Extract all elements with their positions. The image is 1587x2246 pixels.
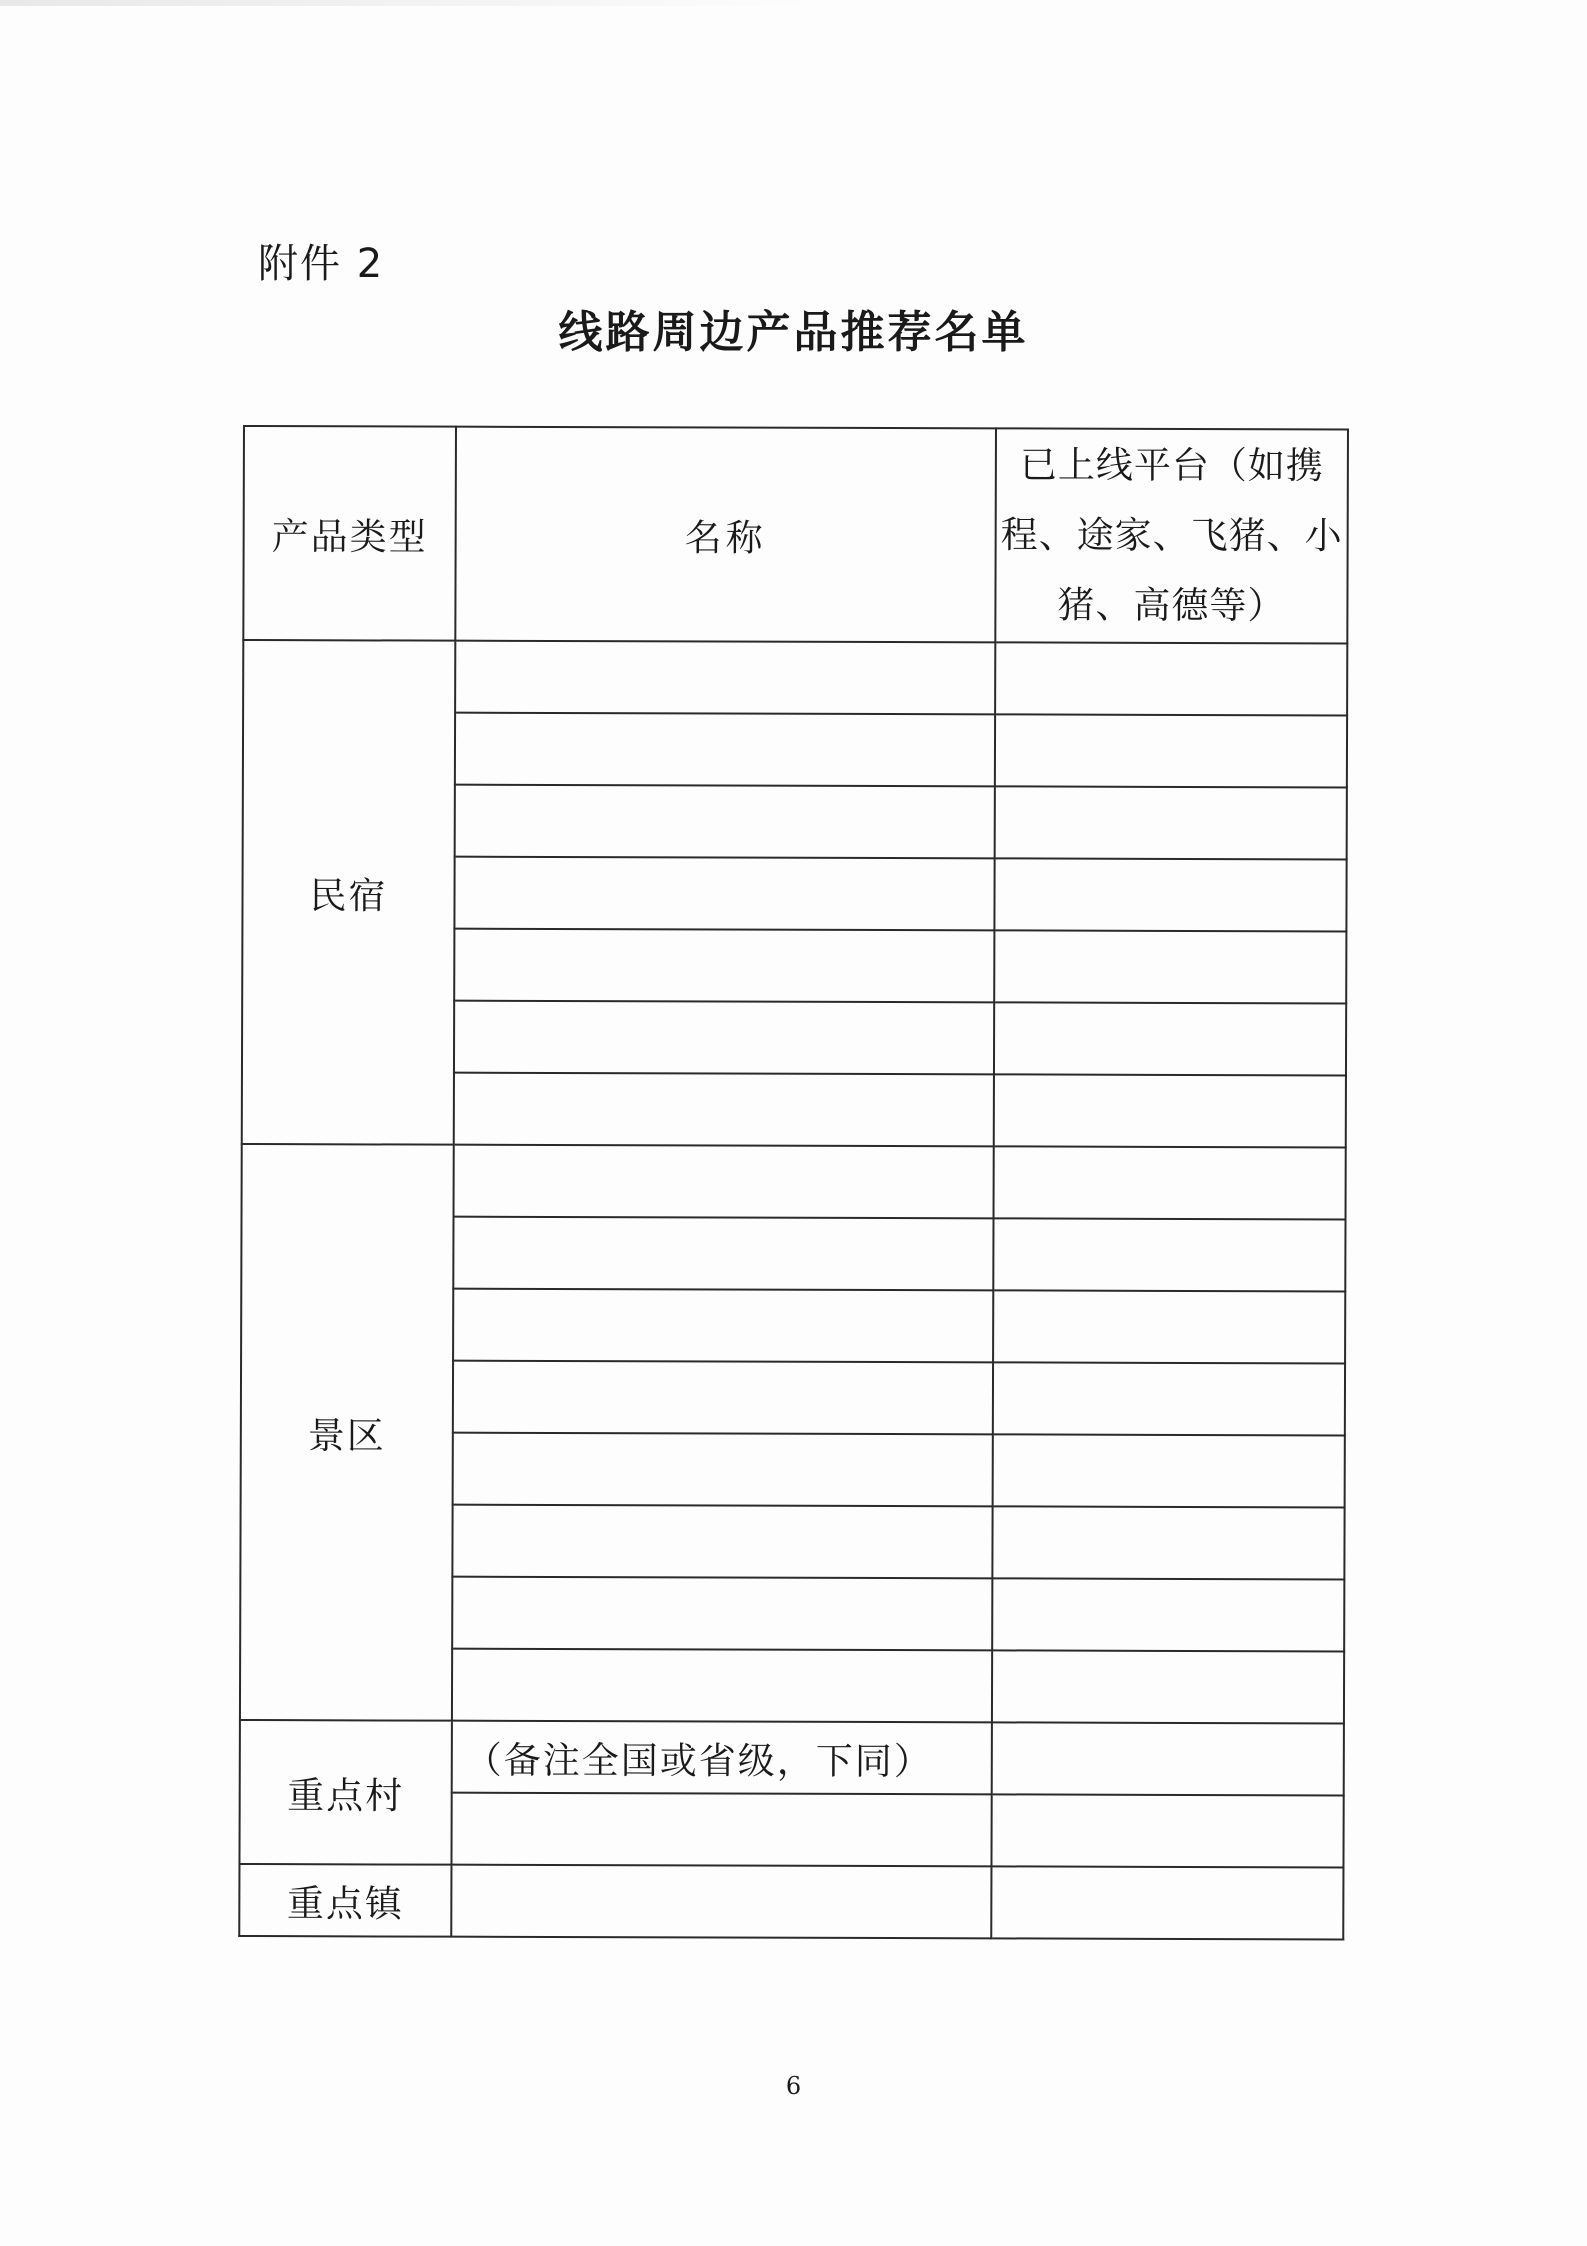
name-cell[interactable]	[452, 1577, 992, 1651]
platform-cell[interactable]	[993, 1218, 1345, 1291]
platform-cell[interactable]	[994, 1146, 1346, 1219]
platform-cell[interactable]	[995, 642, 1347, 715]
name-cell-note[interactable]: （备注全国或省级，下同）	[452, 1721, 992, 1795]
name-cell[interactable]	[455, 641, 995, 715]
name-cell[interactable]	[454, 929, 994, 1003]
name-cell[interactable]	[452, 1505, 992, 1579]
platform-cell[interactable]	[991, 1794, 1343, 1867]
platform-cell[interactable]	[993, 1290, 1345, 1363]
group-label-homestay: 民宿	[242, 640, 456, 1145]
table-header-row	[243, 426, 1348, 643]
name-cell[interactable]	[451, 1793, 991, 1867]
name-cell[interactable]	[455, 713, 995, 787]
table-row	[242, 1144, 1346, 1219]
platform-cell[interactable]	[992, 1722, 1344, 1795]
table-row	[240, 1720, 1344, 1795]
document-title: 线路周边产品推荐名单	[558, 307, 1029, 358]
group-label-key-village: 重点村	[239, 1720, 451, 1865]
name-cell[interactable]	[454, 1073, 994, 1147]
name-cell[interactable]	[453, 1289, 993, 1363]
page-number: 6	[785, 2072, 802, 2100]
platform-cell[interactable]	[995, 786, 1347, 859]
group-label-scenic-area: 景区	[240, 1144, 454, 1721]
name-cell[interactable]	[453, 1217, 993, 1291]
platform-cell[interactable]	[993, 1362, 1345, 1435]
header-name: 名称	[455, 427, 996, 643]
name-cell[interactable]	[454, 857, 994, 931]
platform-cell[interactable]	[993, 1434, 1345, 1507]
name-cell[interactable]	[454, 1145, 994, 1219]
table-row	[243, 640, 1347, 715]
name-cell[interactable]	[455, 785, 995, 859]
platform-cell[interactable]	[992, 1650, 1344, 1723]
header-platform: 已上线平台（如携程、途家、飞猪、小猪、高德等）	[995, 428, 1348, 643]
name-cell[interactable]	[451, 1865, 991, 1939]
platform-cell[interactable]	[994, 858, 1346, 931]
platform-cell[interactable]	[994, 1074, 1346, 1147]
table-row	[239, 1864, 1343, 1939]
name-cell[interactable]	[453, 1361, 993, 1435]
group-label-key-town: 重点镇	[239, 1864, 451, 1937]
platform-cell[interactable]	[992, 1578, 1344, 1651]
name-cell[interactable]	[452, 1649, 992, 1723]
header-product-type: 产品类型	[243, 426, 456, 641]
platform-cell[interactable]	[994, 1002, 1346, 1075]
platform-cell[interactable]	[991, 1866, 1343, 1939]
platform-cell[interactable]	[995, 714, 1347, 787]
platform-cell[interactable]	[994, 930, 1346, 1003]
name-cell[interactable]	[453, 1433, 993, 1507]
platform-cell[interactable]	[992, 1506, 1344, 1579]
recommendation-table	[238, 425, 1349, 1940]
attachment-label: 附件 2	[258, 241, 385, 287]
scan-edge	[0, 0, 820, 6]
name-cell[interactable]	[454, 1001, 994, 1075]
